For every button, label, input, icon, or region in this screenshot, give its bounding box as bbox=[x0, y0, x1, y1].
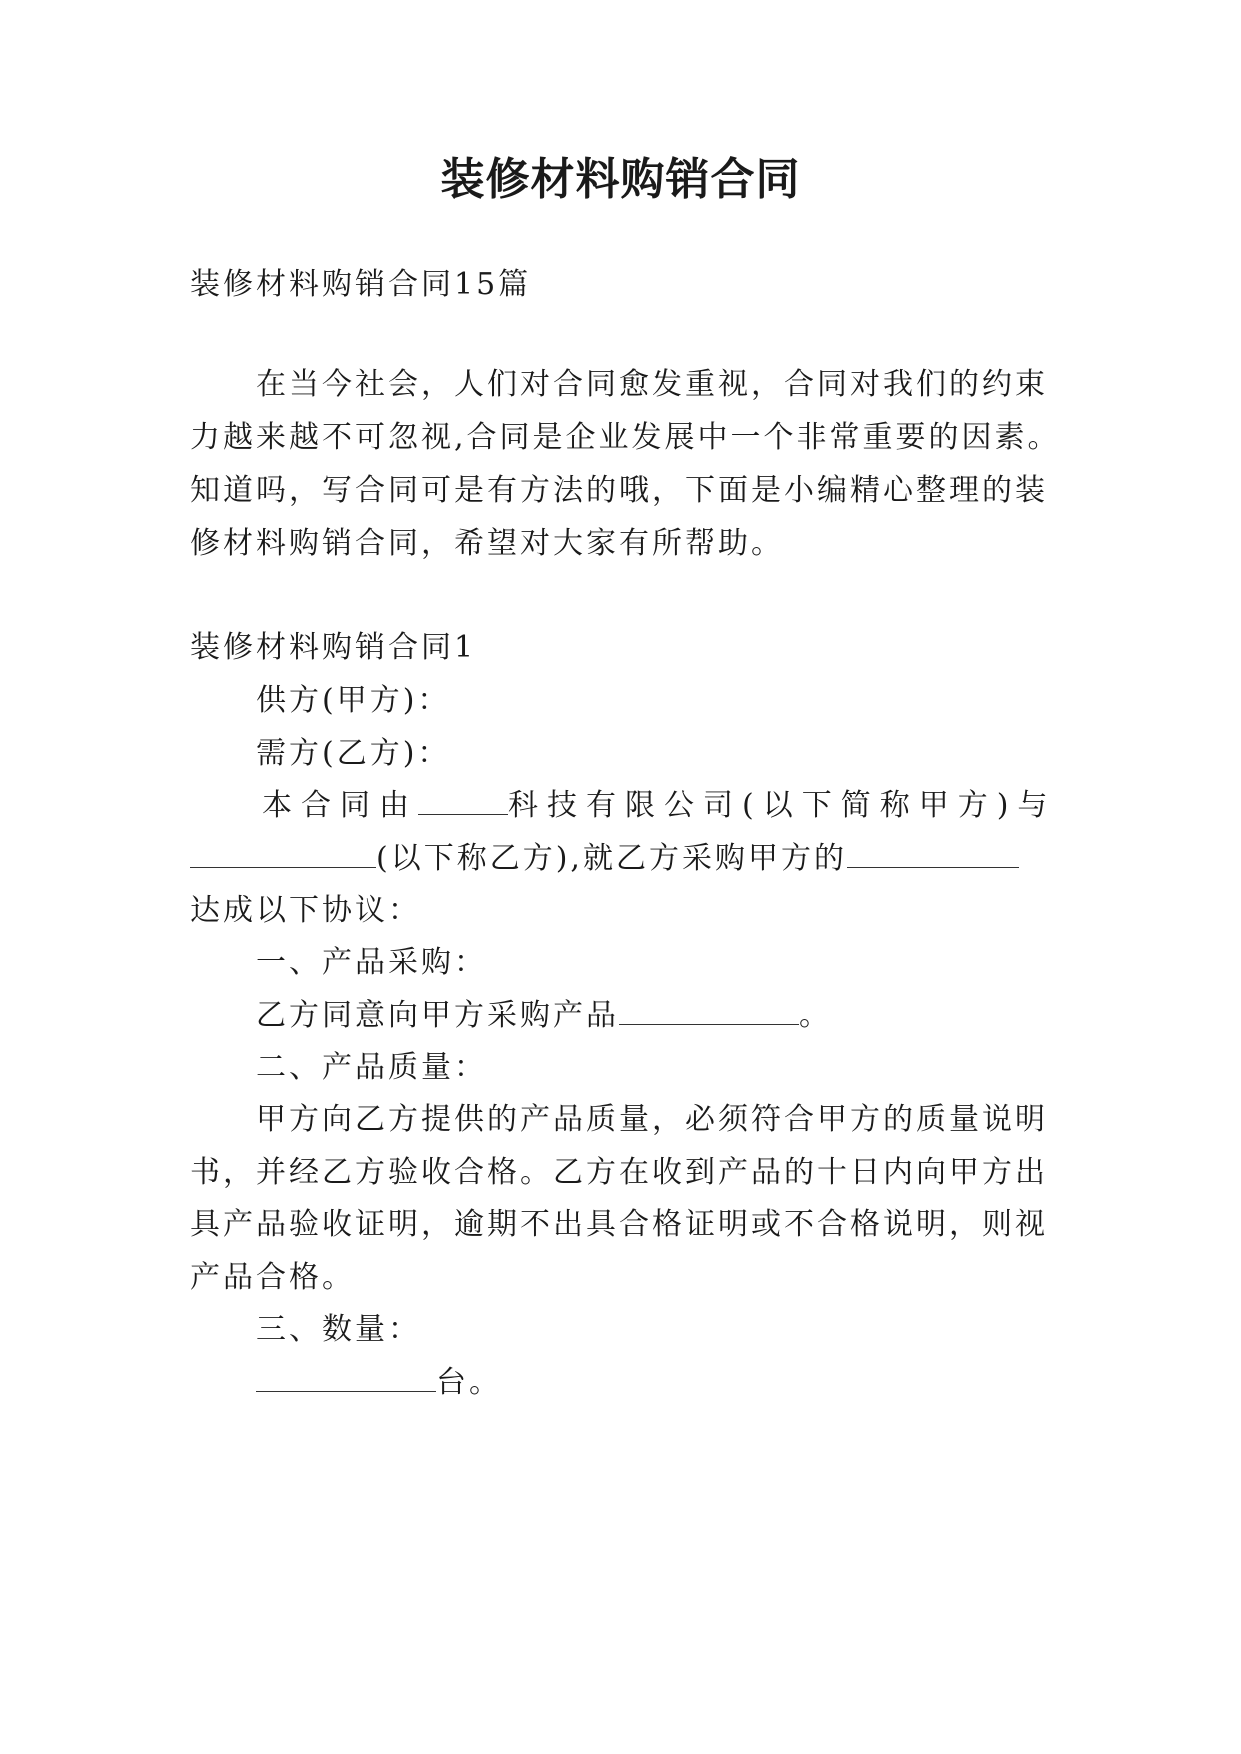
buyer-label: 需方(乙方)： bbox=[256, 736, 451, 771]
intro-line-4: 修材料购销合同，希望对大家有所帮助。 bbox=[190, 526, 784, 561]
contract-line-1-end: 科技有限公司(以下简称甲方)与 bbox=[508, 788, 1057, 823]
contract-line-1-start: 本合同由 bbox=[262, 788, 418, 823]
item-1-text bbox=[256, 996, 1116, 1036]
item-1-text-start: 乙方同意向甲方采购产品 bbox=[256, 998, 619, 1033]
item-1-text-end: 。 bbox=[799, 998, 832, 1033]
document-title: 装修材料购销合同 bbox=[440, 154, 801, 205]
product-blank bbox=[847, 839, 1019, 868]
contract-line-2 bbox=[190, 839, 1050, 879]
intro-line-2: 力越来越不可忽视,合同是企业发展中一个非常重要的因素。 bbox=[190, 420, 1061, 455]
document-subtitle: 装修材料购销合同15篇 bbox=[190, 267, 532, 302]
product-purchase-blank bbox=[619, 996, 799, 1025]
item-2-line-3: 具产品验收证明，逾期不出具合格证明或不合格说明，则视 bbox=[190, 1207, 1048, 1242]
item-2-heading: 二、产品质量： bbox=[256, 1050, 487, 1085]
item-2-line-4: 产品合格。 bbox=[190, 1260, 355, 1295]
item-2-line-1: 甲方向乙方提供的产品质量，必须符合甲方的质量说明 bbox=[256, 1102, 1048, 1137]
company-name-blank bbox=[418, 786, 508, 815]
item-2-line-2: 书，并经乙方验收合格。乙方在收到产品的十日内向甲方出 bbox=[190, 1155, 1048, 1190]
contract-line-3: 达成以下协议： bbox=[190, 893, 421, 928]
item-3-heading: 三、数量： bbox=[256, 1312, 421, 1347]
item-1-heading: 一、产品采购： bbox=[256, 945, 487, 980]
quantity-blank bbox=[256, 1363, 436, 1392]
buyer-name-blank bbox=[190, 839, 376, 868]
intro-line-1: 在当今社会，人们对合同愈发重视，合同对我们的约束 bbox=[256, 367, 1048, 402]
item-3-text-end: 台。 bbox=[436, 1365, 502, 1400]
contract-line-1 bbox=[262, 786, 1122, 826]
intro-line-3: 知道吗，写合同可是有方法的哦，下面是小编精心整理的装 bbox=[190, 473, 1048, 508]
section-title: 装修材料购销合同1 bbox=[190, 630, 477, 665]
item-3-text bbox=[256, 1363, 1116, 1403]
contract-line-2-text: (以下称乙方),就乙方采购甲方的 bbox=[376, 841, 847, 876]
supplier-label: 供方(甲方)： bbox=[256, 683, 451, 718]
